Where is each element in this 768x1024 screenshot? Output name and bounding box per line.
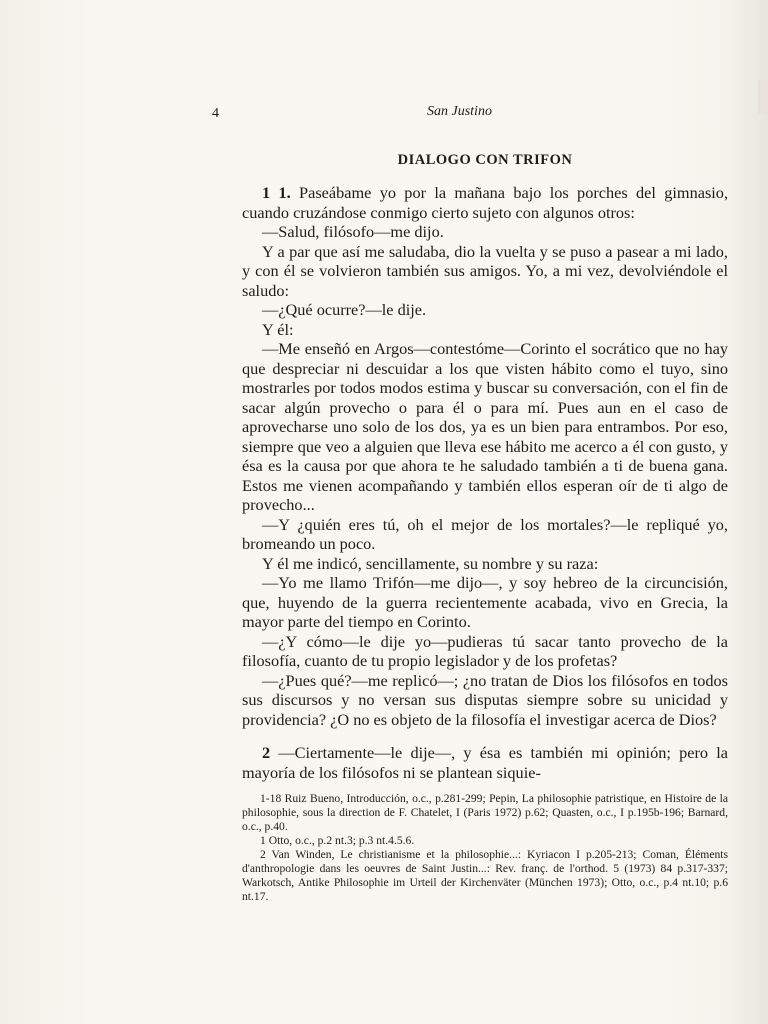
page-edge-mark <box>758 80 768 114</box>
paragraph-text: —Salud, filósofo—me dijo. <box>262 222 444 241</box>
running-head <box>212 96 728 136</box>
paragraph-text: Y él me indicó, sencillamente, su nombre y su raza: <box>262 553 599 573</box>
paragraph <box>242 554 728 574</box>
paragraph <box>242 242 728 301</box>
footnote: 1 Otto, o.c., p.2 nt.3; p.3 nt.4.5.6. <box>260 834 415 847</box>
footnote: 1-18 Ruiz Bueno, Introducción, o.c., p.281-299; Pepin, La philosophie patristique, en Histoire de la philosophie, sous la direction de F. Chatelet, I (Paris 1972) p.62; Quasten, o.c., I p.195b-196; Barnard, o.c., p.40. <box>242 792 728 833</box>
page-number: 4 <box>212 106 219 121</box>
page-edge-shadow <box>730 0 768 1024</box>
running-title: San Justino <box>427 104 492 119</box>
paragraph <box>242 339 728 515</box>
paragraph-text: —¿Y cómo—le dije yo—pudieras tú sacar tanto provecho de la filosofía, cuanto de tu propio legislador y de los profetas? <box>242 631 728 670</box>
paragraph-text: —Yo me llamo Trifón—me dijo—, y soy hebreo de la circuncisión, que, huyendo de la guerra recientemente acabada, vivo en Grecia, la mayor parte del tiempo en Corinto. <box>242 573 728 631</box>
paragraph <box>242 515 728 554</box>
paragraph-text: —¿Pues qué?—me replicó—; ¿no tratan de Dios los filósofos en todos sus discursos y no versan sus disputas siempre sobre su unicidad y providencia? ¿O no es objeto de la filosofía el investigar acerca de Dios? <box>242 670 728 729</box>
paragraph-text: Paseábame yo por la mañana bajo los porches del gimnasio, cuando cruzándose conmigo cierto sujeto con algunos otros: <box>242 183 729 222</box>
paragraph <box>242 222 728 242</box>
paragraph-text: —Y ¿quién eres tú, oh el mejor de los mortales?—le repliqué yo, bromeando un poco. <box>242 514 728 553</box>
footnotes <box>242 792 728 904</box>
paragraph-text: —Ciertamente—le dije—, y ésa es también mi opinión; pero la mayoría de los filósofos ni se plantean siquie- <box>242 743 728 782</box>
paragraph <box>242 743 728 782</box>
footnote: 2 Van Winden, Le christianisme et la philosophie...: Kyriacon I p.205-213; Coman, Éléments d'anthropologie dans les oeuvres de Saint Justin...: Rev. franç. de l'orthod. 5 (1973) 84 p.317-337; Warkotsch, Antike Philosophie im Urteil der Kirchenväter (München 1973); Otto, o.c., p.4 nt.10; p.6 nt.17. <box>242 848 728 903</box>
paragraph <box>242 300 728 320</box>
page-content <box>212 96 729 904</box>
chapter-title: DIALOGO CON TRIFON <box>397 152 573 168</box>
paragraph-text: —¿Qué ocurre?—le dije. <box>262 300 427 319</box>
paragraph <box>242 573 728 632</box>
paragraph <box>242 183 728 222</box>
paragraph-text: —Me enseñó en Argos—contestóme—Corinto el socrático que no hay que despreciar ni descuidar a los que visten hábito como el tuyo, sino mostrarles por todos modos estima y buscar su conversación, con el fin de sacar algún provecho o para él o para mí. Pues aun en el caso de aprovecharse uno solo de los dos, ya es un bien para entrambos. Por eso, siempre que veo a alguien que lleva ese hábito me acerco a él con gusto, y ésa es la causa por que ahora te he saludado también a ti de buena gana. Estos me vienen acompañando y también ellos esperan oír de ti algo de provecho... <box>242 339 728 514</box>
paragraph-text: Y a par que así me saludaba, dio la vuelta y se puso a pasear a mi lado, y con él se volvieron también sus amigos. Yo, a mi vez, devolviéndole el saludo: <box>242 241 728 300</box>
section-number: 1 1. <box>262 183 291 202</box>
paragraph <box>242 671 728 730</box>
paragraph-text: Y él: <box>262 319 294 339</box>
paragraph <box>242 320 728 340</box>
paragraph <box>242 632 728 671</box>
section-number: 2 <box>262 743 271 762</box>
body-text <box>242 183 728 782</box>
